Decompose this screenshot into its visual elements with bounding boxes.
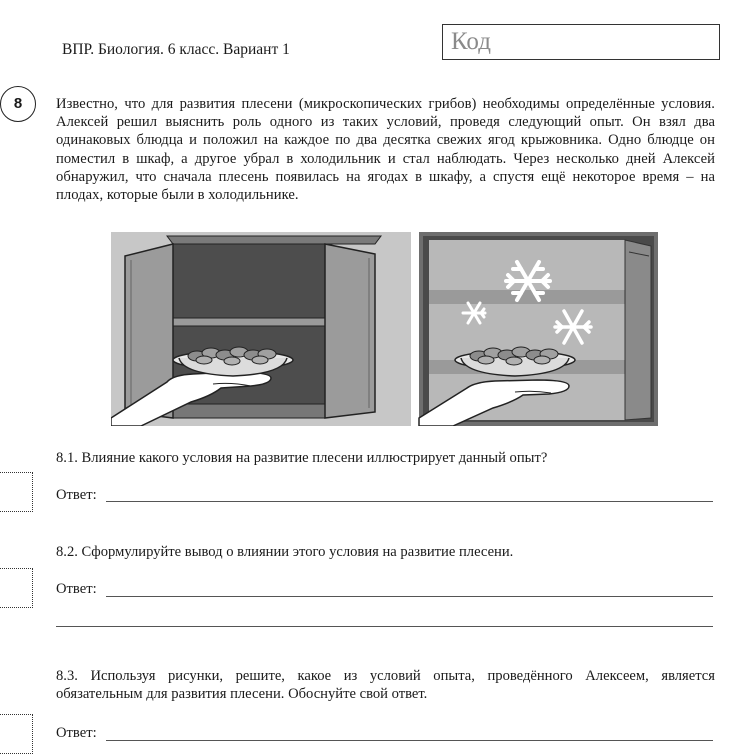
experiment-illustration xyxy=(111,232,658,426)
answer-line-8-1[interactable] xyxy=(106,501,713,502)
score-box-8-2 xyxy=(0,568,33,608)
score-box-8-1 xyxy=(0,472,33,512)
refrigerator-panel xyxy=(419,232,658,426)
page-header: ВПР. Биология. 6 класс. Вариант 1 xyxy=(62,41,290,58)
answer-label-8-3: Ответ: xyxy=(56,725,97,741)
subquestion-8-1: 8.1. Влияние какого условия на развитие плесени иллюстрирует данный опыт? xyxy=(56,450,548,466)
answer-label-8-1: Ответ: xyxy=(56,487,97,503)
code-label: Код xyxy=(451,28,491,55)
subquestion-8-2: 8.2. Сформулируйте вывод о влиянии этого условия на развитие плесени. xyxy=(56,544,514,560)
subquestion-8-3: 8.3. Используя рисунки, решите, какое из условий опыта, проведённого Алексеем, является обязательным для развития плесени. Обоснуйте свой ответ. xyxy=(56,668,715,703)
answer-label-8-2: Ответ: xyxy=(56,581,97,597)
answer-line-8-2[interactable] xyxy=(106,596,713,597)
code-field[interactable] xyxy=(442,24,720,60)
question-intro: Известно, что для развития плесени (микроскопических грибов) необходимы определённые условия. Алексей решил выяснить роль одного из таких условий, проведя следующий опыт. Он взял два одинаковых блюдца и положил на каждое по два десятка свежих ягод крыжовника. Одно блюдце он поместил в шкаф, а другое убрал в холодильник и стал наблюдать. Через несколько дней Алексей обнаружил, что сначала плесень появилась на ягодах в шкафу, а спустя ещё некоторое время – на плодах, которые были в холодильнике. xyxy=(56,96,715,204)
answer-line-8-2-extra[interactable] xyxy=(56,626,713,627)
question-number: 8 xyxy=(0,86,36,122)
answer-line-8-3[interactable] xyxy=(106,740,713,741)
score-box-8-3 xyxy=(0,714,33,754)
cabinet-panel xyxy=(111,232,411,426)
